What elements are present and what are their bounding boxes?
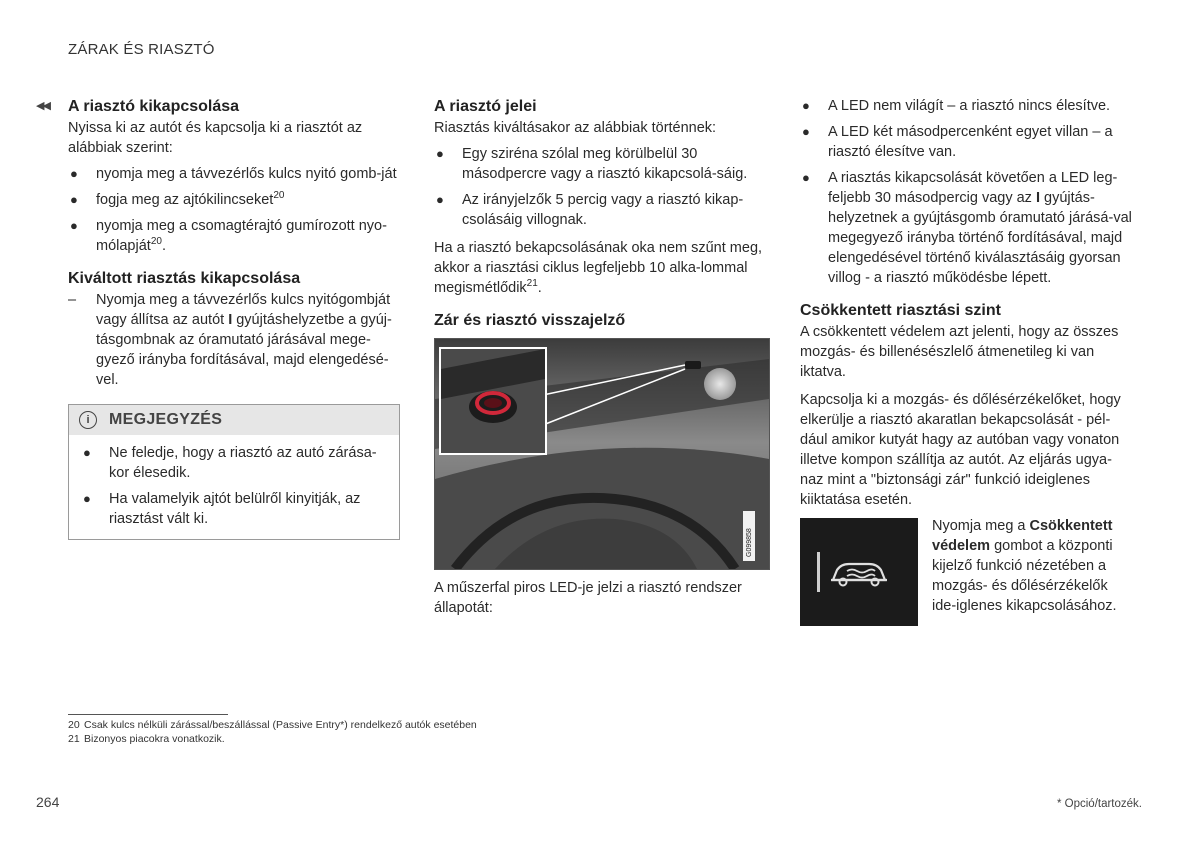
section-title-reduced-alarm: Csökkentett riasztási szint xyxy=(800,302,1001,319)
alarm-signals-intro: Riasztás kiváltásakor az alábbiak történnek: xyxy=(434,120,717,136)
column-2 xyxy=(434,96,770,618)
bullet-icon: ● xyxy=(802,170,810,185)
reduced-alarm-p1: A csökkentett védelem azt jelenti, hogy az összes mozgás- és billenésészlelő átmenetileg ki van iktatva. xyxy=(800,324,1119,380)
list-item: ● Egy sziréna szólal meg körülbelül 30 másodpercre vagy a riasztó kikapcsolá-sáig. xyxy=(436,146,748,182)
column-3 xyxy=(800,96,1134,626)
alarm-cycle-paragraph: Ha a riasztó bekapcsolásának oka nem szűnt meg, akkor a riasztási ciklus legfeljebb 10 alka-lommal megismétlődik$^{21}$. xyxy=(434,240,763,296)
dash-icon: – xyxy=(68,292,77,308)
footnote: 21 Bizonyos piacokra vonatkozik. xyxy=(68,733,225,745)
bullet-icon: ● xyxy=(436,192,444,207)
list-item: ● nyomja meg a távvezérlős kulcs nyitó gomb-ját xyxy=(70,166,397,182)
active-indicator-bar xyxy=(817,552,820,592)
reduced-alarm-p2: Kapcsolja ki a mozgás- és dőlésérzékelőket, hogy elkerülje a riasztó akaratlan bekapcsolását - pél-dául amikor kutyát hagy az autóban vagy vonaton illetve kompon szállítja az autót. Az eljárás ugya-naz mint a "biztonsági zár" funkció ideiglenes kiiktatása esetén. xyxy=(800,392,1121,508)
bullet-icon: ● xyxy=(70,166,78,181)
list-item: ● A riasztás kikapcsolását követően a LED leg-feljebb 30 másodpercig vagy az I gyújtás-helyzetnek a gyújtásgomb óramutató járásá-val megegyező irányba történő fordításával, majd elengedésével történő kiválasztásáig gyorsan villog - a riasztó működésbe lépett. xyxy=(802,170,1132,286)
alarm-off-intro: Nyissa ki az autót és kapcsolja ki a riasztót az alábbiak szerint: xyxy=(68,120,363,156)
image-caption: A műszerfal piros LED-je jelzi a riasztó rendszer állapotát: xyxy=(434,580,742,616)
reduced-guard-row xyxy=(800,518,1134,626)
optional-note: * Opció/tartozék. xyxy=(1056,798,1142,810)
footnote-ref[interactable]: 21 xyxy=(526,278,538,290)
led-status-list xyxy=(800,96,1134,288)
reduced-guard-instruction: Nyomja meg a Csökkentett védelem gombot a központi kijelző funkció nézetében a mozgás- és dőlésérzékelők ide-iglenes kikapcsolásához. xyxy=(932,518,1117,614)
bullet-icon: ● xyxy=(802,124,810,139)
bullet-icon: ● xyxy=(83,491,91,506)
double-left-triangle-icon[interactable]: ◀◀ xyxy=(36,100,49,112)
red-led-icon xyxy=(441,349,545,453)
section-title-alarm-off: A riasztó kikapcsolása xyxy=(68,98,240,115)
note-body xyxy=(69,435,399,539)
chapter-title: ZÁRAK ÉS RIASZTÓ xyxy=(68,41,215,58)
footnote: 20 Csak kulcs nélküli zárással/beszállással (Passive Entry*) rendelkező autók esetében xyxy=(68,719,477,731)
list-item: ● Ha valamelyik ajtót belülről kinyitják, az riasztást vált ki. xyxy=(83,491,361,527)
footnote-ref[interactable]: 20 xyxy=(150,236,162,248)
list-item: ● Ne feledje, hogy a riasztó az autó zárása-kor élesedik. xyxy=(83,445,377,481)
note-title: MEGJEGYZÉS xyxy=(109,411,223,428)
bullet-icon: ● xyxy=(83,445,91,460)
dash-list-item: – Nyomja meg a távvezérlős kulcs nyitógombját vagy állítsa az autót I gyújtáshelyzetbe a gyúj-tásgombnak az óramutató járásával mege-gyező irányba fordításával, majd elengedésé-vel. xyxy=(68,292,392,388)
section-title-alarm-signals: A riasztó jelei xyxy=(434,98,537,115)
list-item: ● A LED nem világít – a riasztó nincs élesítve. xyxy=(802,98,1111,114)
footnote-ref[interactable]: 20 xyxy=(273,190,285,202)
list-item: ● fogja meg az ajtókilincseket$^{20}$ xyxy=(70,190,285,208)
note-box xyxy=(68,404,400,540)
info-circle-icon: i xyxy=(79,411,97,429)
note-header xyxy=(69,405,399,435)
page-number: 264 xyxy=(36,794,60,810)
section-title-triggered-alarm: Kiváltott riasztás kikapcsolása xyxy=(68,270,301,287)
reduced-guard-button-image xyxy=(800,518,918,626)
dashboard-photo xyxy=(434,338,770,570)
bullet-icon: ● xyxy=(70,218,78,233)
section-title-lock-indicator: Zár és riasztó visszajelző xyxy=(434,312,626,329)
led-callout xyxy=(439,347,547,455)
list-item: ● A LED két másodpercenként egyet villan – a riasztó élesítve van. xyxy=(802,124,1113,160)
column-1 xyxy=(68,96,402,540)
bullet-icon: ● xyxy=(436,146,444,161)
image-code: G099858 xyxy=(746,528,753,557)
car-with-waves-icon xyxy=(827,552,891,592)
footnote-divider xyxy=(68,714,228,715)
bullet-icon: ● xyxy=(70,192,78,207)
alarm-signals-list xyxy=(434,144,770,230)
bullet-icon: ● xyxy=(802,98,810,113)
list-item: ● nyomja meg a csomagtérajtó gumírozott nyo-mólapját$^{20}$. xyxy=(70,218,387,254)
alarm-off-list xyxy=(68,164,402,256)
list-item: ● Az irányjelzők 5 percig vagy a riasztó kikap-csolásáig villognak. xyxy=(436,192,744,228)
